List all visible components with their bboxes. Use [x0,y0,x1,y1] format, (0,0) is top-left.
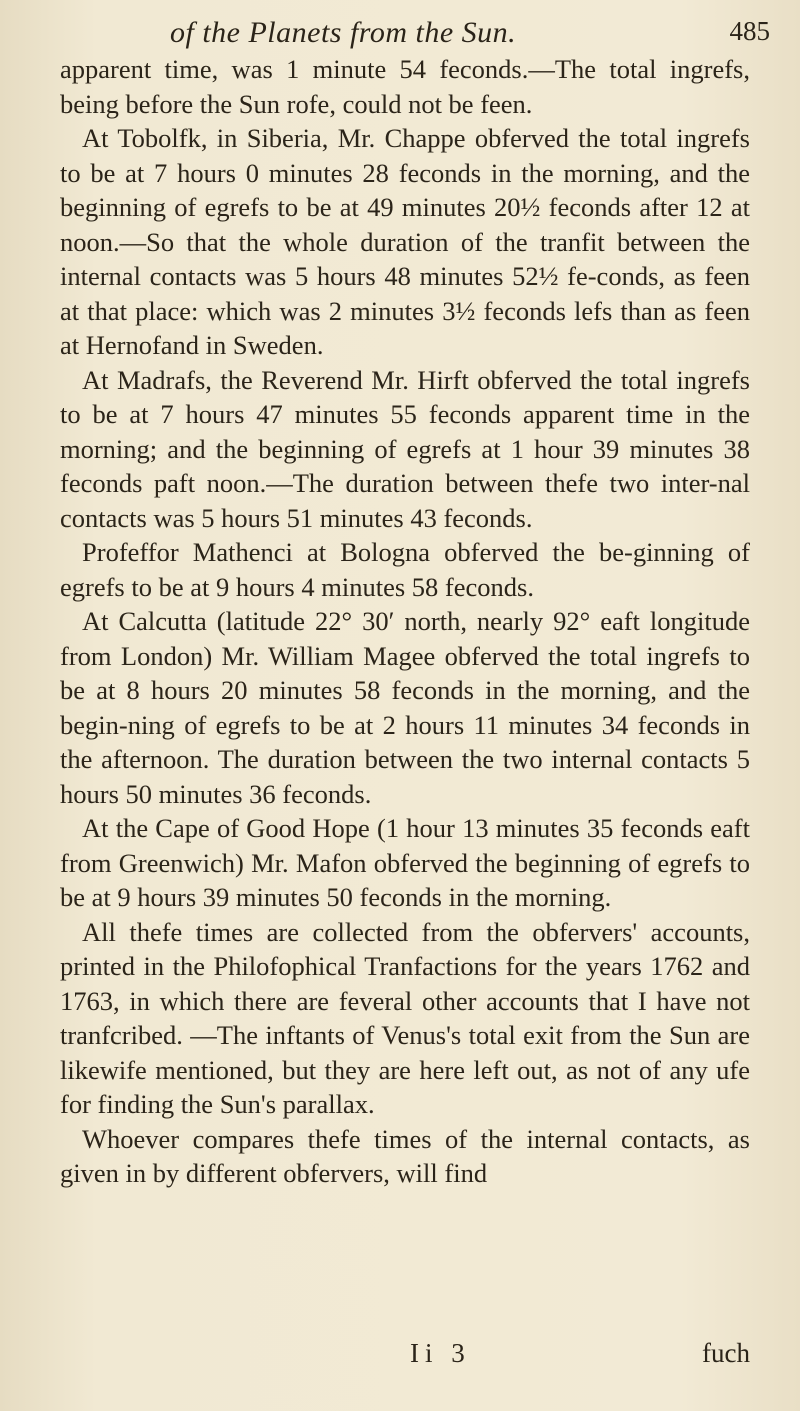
paragraph: Whoever compares thefe times of the internal contacts, as given in by different obfervers, will find [60,1123,750,1188]
body-text [60,52,750,1191]
paragraph: At Madrafs, the Reverend Mr. Hirft obferved the total ingrefs to be at 7 hours 47 minutes 55 feconds apparent time in the morning; and the beginning of egrefs at 1 hour 39 minutes 38 feconds paft noon.—The duration between thefe two inter-nal contacts was 5 hours 51 minutes 43 feconds. [60,364,750,533]
running-head: of the Planets from the Sun. [170,16,517,49]
paragraph: All thefe times are collected from the obfervers' accounts, printed in the Philofophical Tranfactions for the years 1762 and 1763, in which there are feveral other accounts that I have not tranfcribed. —The inftants of Venus's total exit from the Sun are likewife mentioned, but they are here left out, as not of any ufe for finding the Sun's parallax. [60,916,750,1119]
signature-mark: Ii 3 [410,1338,471,1368]
page-header [170,12,770,52]
paragraph: apparent time, was 1 minute 54 feconds.—The total ingrefs, being before the Sun rofe, could not be feen. [60,54,750,119]
paragraph: Profeffor Mathenci at Bologna obferved the be-ginning of egrefs to be at 9 hours 4 minutes 58 feconds. [60,537,750,602]
paragraph: At the Cape of Good Hope (1 hour 13 minutes 35 feconds eaft from Greenwich) Mr. Mafon obferved the beginning of egrefs to be at 9 hours 39 minutes 50 feconds in the morning. [60,813,750,912]
page-footer [60,1338,750,1374]
paragraph: At Tobolfk, in Siberia, Mr. Chappe obferved the total ingrefs to be at 7 hours 0 minutes 28 feconds in the morning, and the beginning of egrefs to be at 49 minutes 20½ feconds after 12 at noon.—So that the whole duration of the tranfit between the internal contacts was 5 hours 48 minutes 52½ fe-conds, as feen at that place: which was 2 minutes 3½ feconds lefs than as feen at Hernofand in Sweden. [60,123,750,360]
paragraph: At Calcutta (latitude 22° 30′ north, nearly 92° eaft longitude from London) Mr. William Magee obferved the total ingrefs to be at 8 hours 20 minutes 58 feconds in the morning, and the begin-ning of egrefs to be at 2 hours 11 minutes 34 feconds in the afternoon. The duration between the two internal contacts 5 hours 50 minutes 36 feconds. [60,606,750,809]
page-number: 485 [729,16,770,46]
catchword: fuch [702,1338,750,1368]
